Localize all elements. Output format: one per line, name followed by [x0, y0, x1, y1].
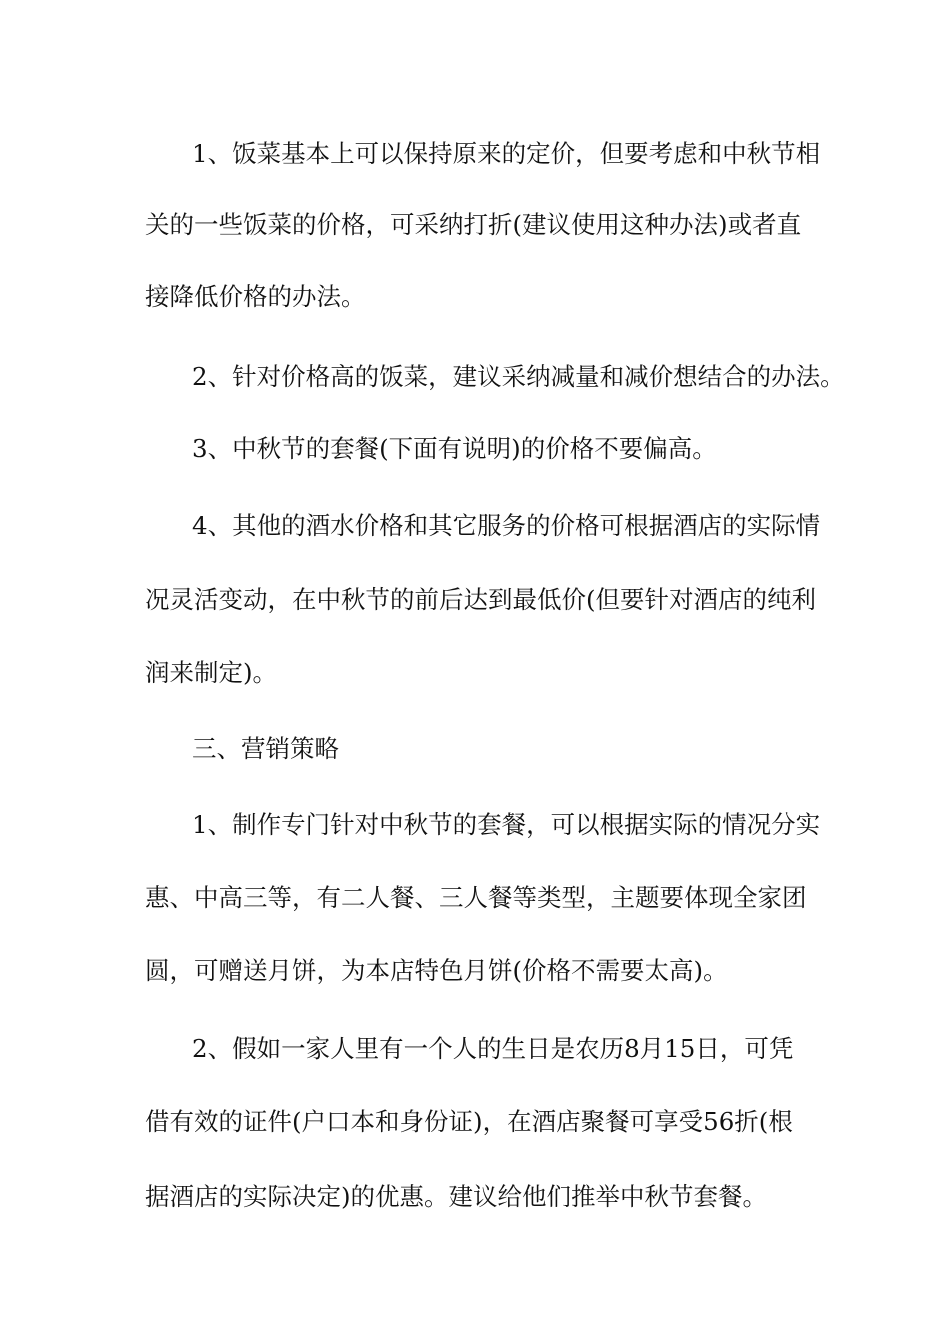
paragraph-1-line-1: 1、饭菜基本上可以保持原来的定价，但要考虑和中秋节相	[192, 139, 821, 168]
paragraph-6-line-3: 据酒店的实际决定)的优惠。建议给他们推举中秋节套餐。	[145, 1182, 768, 1211]
paragraph-6-line-2: 借有效的证件(户口本和身份证)，在酒店聚餐可享受56折(根	[145, 1107, 793, 1136]
paragraph-5-line-2: 惠、中高三等，有二人餐、三人餐等类型，主题要体现全家团	[145, 883, 807, 912]
paragraph-1-line-3: 接降低价格的办法。	[145, 282, 366, 311]
paragraph-4-line-1: 4、其他的酒水价格和其它服务的价格可根据酒店的实际情	[192, 511, 821, 540]
paragraph-2-line-1: 2、针对价格高的饭菜，建议采纳减量和减价想结合的办法。	[192, 362, 845, 391]
paragraph-6-line-1: 2、假如一家人里有一个人的生日是农历8月15日，可凭	[192, 1034, 794, 1063]
section-heading: 三、营销策略	[192, 734, 339, 763]
paragraph-4-line-2: 况灵活变动，在中秋节的前后达到最低价(但要针对酒店的纯利	[145, 585, 817, 614]
paragraph-4-line-3: 润来制定)。	[145, 658, 278, 687]
paragraph-5-line-1: 1、制作专门针对中秋节的套餐，可以根据实际的情况分实	[192, 810, 821, 839]
paragraph-3-line-1: 3、中秋节的套餐(下面有说明)的价格不要偏高。	[192, 434, 717, 463]
paragraph-1-line-2: 关的一些饭菜的价格，可采纳打折(建议使用这种办法)或者直	[145, 210, 802, 239]
paragraph-5-line-3: 圆，可赠送月饼，为本店特色月饼(价格不需要太高)。	[145, 956, 728, 985]
